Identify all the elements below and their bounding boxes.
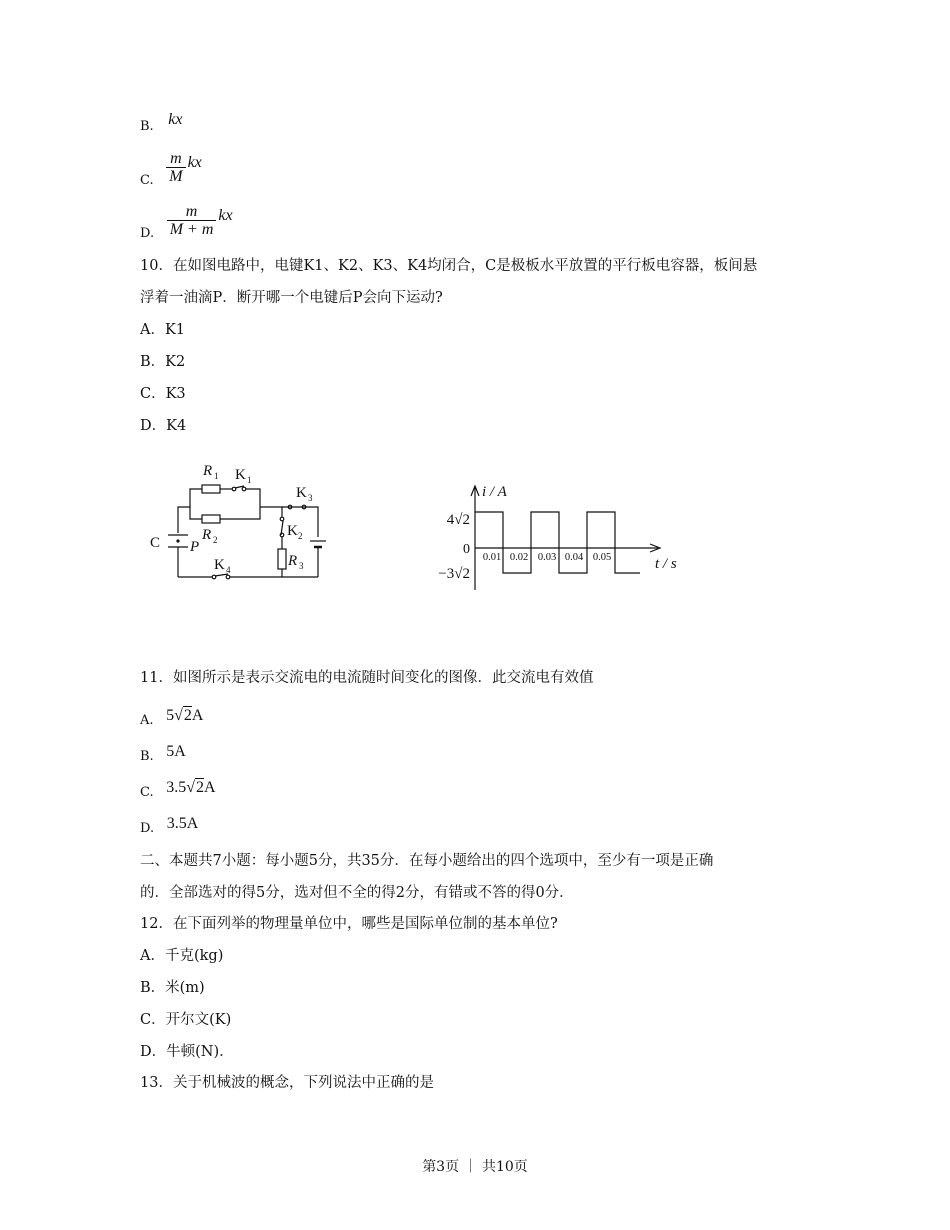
- q9-option-d: [140, 203, 233, 241]
- q10-stem-line2: 浮着一油滴P．断开哪一个电键后P会向下运动?: [140, 290, 443, 306]
- k3-label: K: [296, 485, 307, 501]
- r2-label: R: [202, 527, 212, 543]
- k3-sub: 3: [308, 493, 313, 503]
- q10-stem-line1: 10．在如图电路中，电键K1、K2、K3、K4均闭合，C是极板水平放置的平行板电容器，板间悬: [140, 258, 758, 274]
- option-label: C.: [140, 172, 154, 188]
- q11-option-b: [140, 742, 186, 763]
- oil-drop: [176, 539, 179, 542]
- fraction-tail: kx: [218, 206, 233, 224]
- option-label: A.: [140, 713, 154, 728]
- r2-sub: 2: [213, 535, 218, 545]
- radicand: 2: [196, 779, 205, 796]
- capacitor-label: C: [150, 535, 161, 551]
- y-max-label: 4√2: [446, 512, 470, 528]
- section2-line2: 的．全部选对的得5分，选对但不全的得2分，有错或不答的得0分．: [140, 885, 574, 901]
- tick-label-0.02: 0.02: [509, 552, 529, 563]
- x-axis-label: t / s: [655, 556, 677, 572]
- q13-stem: 13．关于机械波的概念，下列说法中正确的是: [140, 1075, 434, 1091]
- circuit-diagram: [140, 455, 360, 595]
- current-time-graph: [430, 478, 680, 598]
- r3-sub: 3: [299, 561, 304, 571]
- tick-label-0.05: 0.05: [592, 552, 612, 563]
- fraction: [166, 150, 185, 185]
- y-axis-label: i / A: [482, 484, 507, 500]
- option-expr: kx: [168, 111, 183, 128]
- option-label: C.: [140, 785, 154, 800]
- k2-sub: 2: [298, 531, 303, 541]
- r1-label: R: [203, 463, 213, 479]
- option-label: D.: [140, 821, 155, 836]
- option-label: D.: [140, 225, 155, 241]
- option-value: 3.5A: [166, 815, 199, 832]
- coefficient: 3.5: [166, 779, 187, 796]
- numerator: m: [167, 203, 217, 221]
- q12-option-b: B．米(m): [140, 980, 205, 996]
- option-label: B.: [140, 119, 154, 134]
- q10-option-c: C．K3: [140, 386, 186, 402]
- tick-label-0.04: 0.04: [564, 552, 584, 563]
- q11-option-d: [140, 814, 198, 835]
- k4-sub: 4: [226, 565, 231, 575]
- q10-option-a: A．K1: [140, 322, 186, 338]
- q11-stem: 11．如图所示是表示交流电的电流随时间变化的图像．此交流电有效值: [140, 670, 594, 686]
- y-zero-label: 0: [463, 542, 470, 557]
- q12-option-c: C．开尔文(K): [140, 1012, 232, 1028]
- page-footer: 第3页 ｜ 共10页: [422, 1159, 528, 1175]
- tick-label-0.01: 0.01: [482, 552, 502, 563]
- radicand: 2: [183, 707, 192, 724]
- q10-option-b: B．K2: [140, 354, 186, 370]
- y-min-label: −3√2: [438, 566, 470, 582]
- k2-label: K: [287, 523, 298, 539]
- denominator: M + m: [169, 221, 214, 238]
- q9-option-b: [140, 111, 183, 137]
- q11-option-c: [140, 778, 216, 799]
- oil-drop-label: P: [190, 539, 200, 555]
- q12-stem: 12．在下面列举的物理量单位中，哪些是国际单位制的基本单位?: [140, 916, 558, 932]
- k1-label: K: [235, 467, 246, 483]
- coefficient: 5: [166, 707, 175, 724]
- option-value: 3.5√2A: [166, 779, 216, 796]
- unit: A: [204, 779, 216, 796]
- fraction: [167, 203, 217, 238]
- r3-label: R: [288, 553, 298, 569]
- unit: A: [191, 707, 204, 724]
- option-value: 5A: [166, 743, 186, 760]
- current-waveform: [475, 512, 640, 573]
- q12-option-a: A．千克(kg): [140, 948, 224, 964]
- q9-option-c: [140, 150, 202, 188]
- r1-sub: 1: [214, 471, 219, 481]
- fraction-tail: kx: [187, 153, 202, 171]
- q10-option-d: D．K4: [140, 418, 187, 434]
- k1-sub: 1: [247, 475, 252, 485]
- k4-label: K: [214, 557, 225, 573]
- tick-label-0.03: 0.03: [537, 552, 557, 563]
- q12-option-d: D．牛顿(N)．: [140, 1044, 234, 1060]
- q11-option-a: [140, 706, 203, 727]
- option-label: B.: [140, 749, 154, 764]
- numerator: m: [166, 150, 185, 168]
- section2-line1: 二、本题共7小题：每小题5分，共35分．在每小题给出的四个选项中，至少有一项是正确: [140, 853, 714, 869]
- denominator: M: [169, 168, 183, 185]
- option-value: 5√2A: [166, 707, 204, 724]
